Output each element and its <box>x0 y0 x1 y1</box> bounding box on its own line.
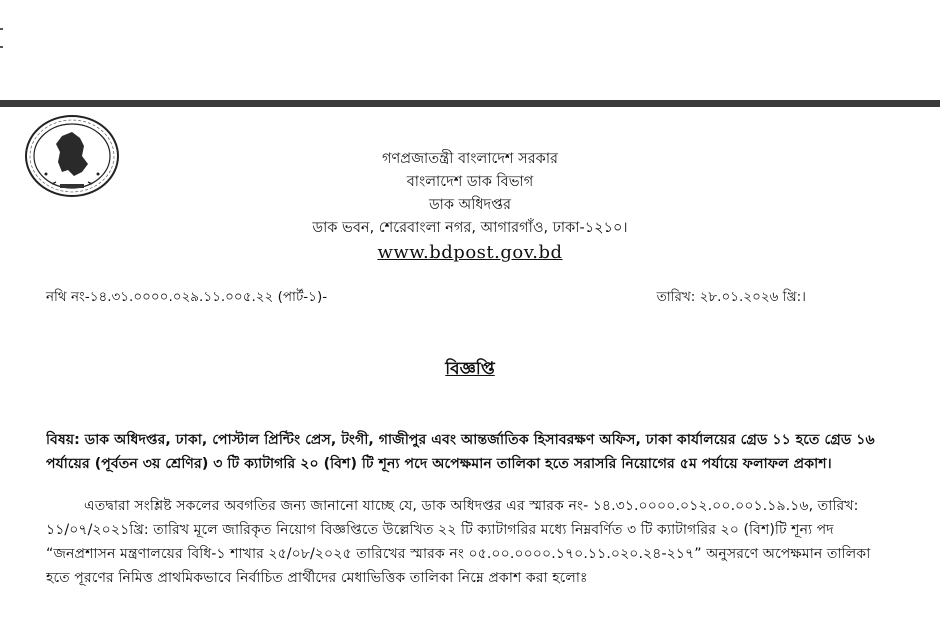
notice-subject <box>46 428 922 476</box>
website-link[interactable]: www.bdpost.gov.bd <box>377 242 563 263</box>
letterhead <box>0 148 940 266</box>
body-line: ১১/০৭/২০২১খ্রি: তারিখ মূলে জারিকৃত নিয়োগ বিজ্ঞপ্তিতে উল্লেখিত ২২ টি ক্যাটাগরির মধ্যে নিম্নবর্ণিত ৩ টি ক্যাটাগরির ২০ (বিশ)টি শূন্য পদ <box>46 522 834 538</box>
government-name: গণপ্রজাতন্ত্রী বাংলাদেশ সরকার <box>381 151 558 167</box>
department-name: বাংলাদেশ ডাক বিভাগ <box>406 174 534 190</box>
memo-number: নথি নং-১৪.৩১.০০০০.০২৯.১১.০০৫.২২ (পার্ট-১)- <box>46 289 328 305</box>
memo-date: তারিখ: ২৮.০১.২০২৬ খ্রি:। <box>656 289 806 305</box>
office-address: ডাক ভবন, শেরেবাংলা নগর, আগারগাঁও, ঢাকা-১২১০। <box>312 220 628 236</box>
notice-body <box>46 494 922 590</box>
subject-line: বিষয়: ডাক অধিদপ্তর, ঢাকা, পোস্টাল প্রিন্টিং প্রেস, টংগী, গাজীপুর এবং আন্তর্জাতিক হিসাবরক্ষণ অফিস, ঢাকা কার্যালয়ের গ্রেড ১১ হতে গ্রেড ১৬ <box>46 432 875 448</box>
subject-line: পর্যায়ের (পূর্বতন ৩য় শ্রেণির) ৩ টি ক্যাটাগরি ২০ (বিশ) টি শূন্য পদে অপেক্ষমান তালিকা হতে সরাসরি নিয়োগের ৫ম পর্যায়ে ফলাফল প্রকাশ। <box>46 456 832 472</box>
body-line: “জনপ্রশাসন মন্ত্রণালয়ের বিধি-১ শাখার ২৫/০৮/২০২৫ তারিখের স্মারক নং ০৫.০০.০০০০.১৭০.১১.০২০.২৪-২১৭” অনুসরণে অপেক্ষমান তালিকা <box>46 546 871 562</box>
notice-title: বিজ্ঞপ্তি <box>445 359 495 379</box>
edge-mark <box>0 28 3 30</box>
body-line: এতদ্বারা সংশ্লিষ্ট সকলের অবগতির জন্য জানানো যাচ্ছে যে, ডাক অধিদপ্তর এর স্মারক নং- ১৪.৩১.০০০০.০১২.০০.০০১.১৯.১৬, তারিখ: <box>84 498 859 514</box>
edge-mark <box>0 46 3 48</box>
body-line: হতে পূরণের নিমিত্ত প্রাথমিকভাবে নির্বাচিত প্রার্থীদের মেধাভিত্তিক তালিকা নিম্নে প্রকাশ করা হলোঃ <box>46 570 588 586</box>
directorate-name: ডাক অধিদপ্তর <box>429 197 511 213</box>
page-divider-bar <box>0 100 940 107</box>
